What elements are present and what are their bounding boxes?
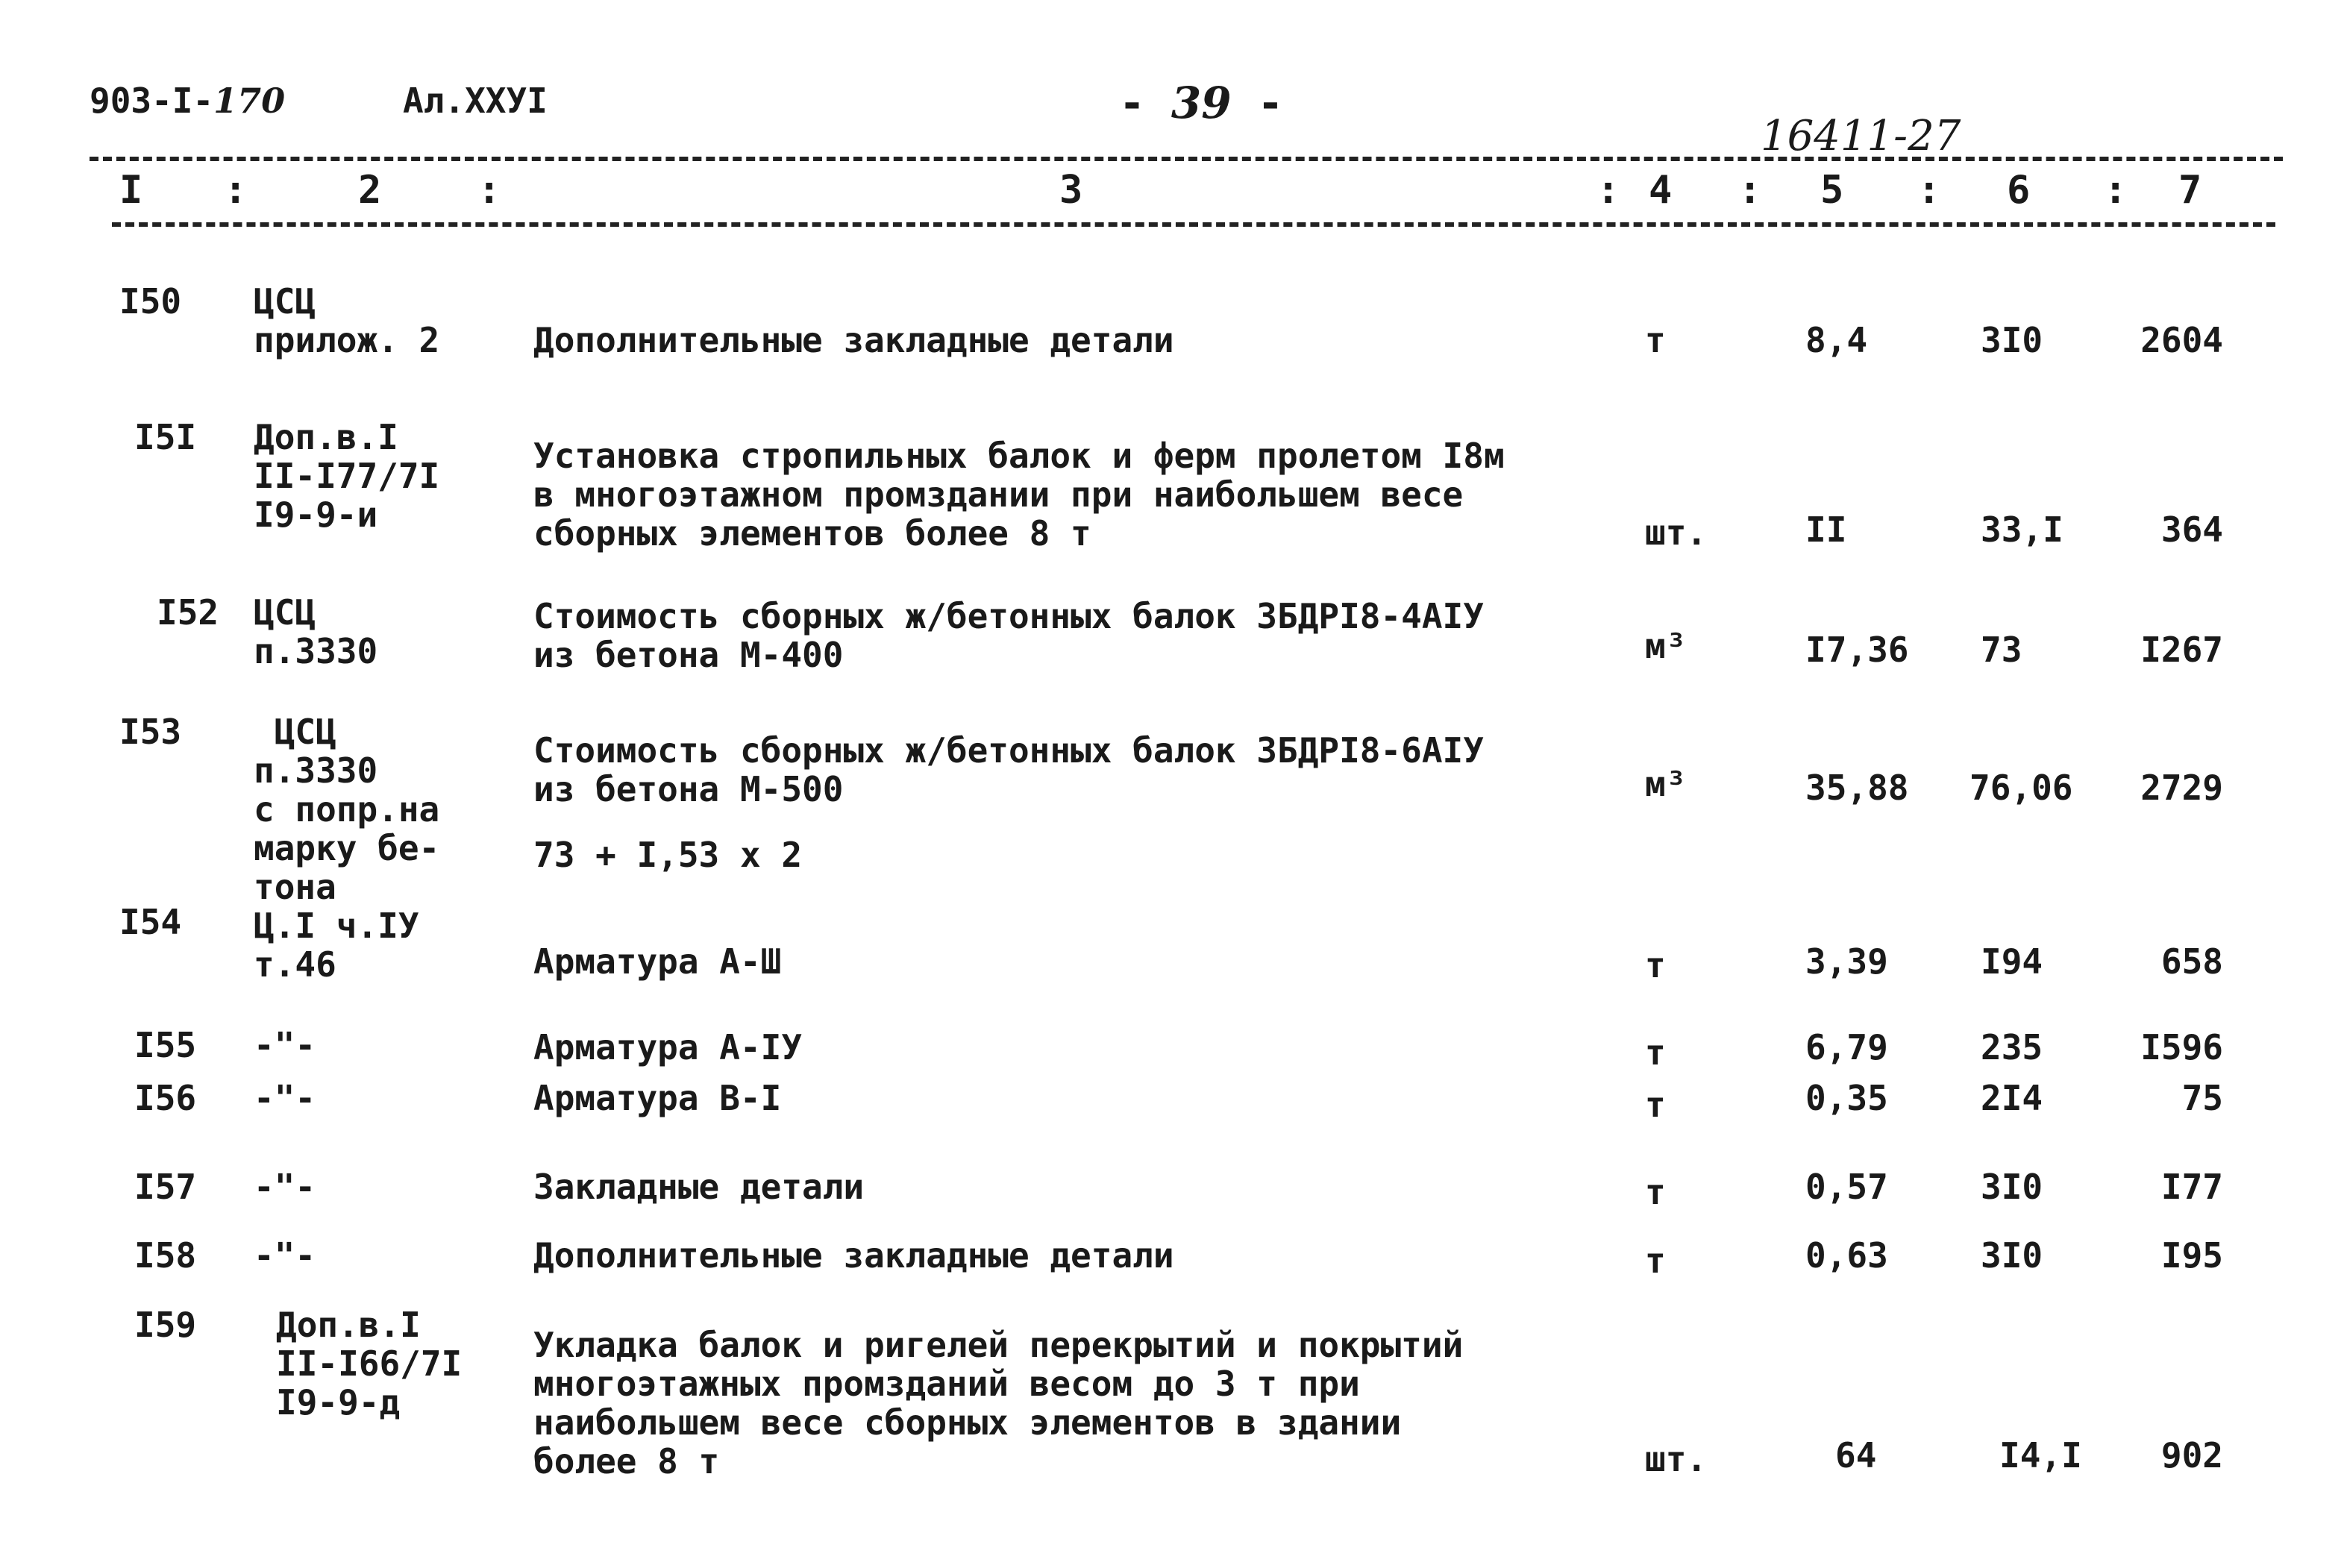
- top-rule: [90, 157, 2283, 161]
- document-code: [90, 81, 285, 121]
- row-total: I77: [2160, 1167, 2223, 1207]
- row-description: Стоимость сборных ж/бетонных балок 3БДРI8-4АIУ из бетона М-400: [533, 596, 1484, 675]
- row-unit-price: 235: [1981, 1027, 2043, 1067]
- row-unit-price: 3I0: [1981, 320, 2043, 360]
- page-number-suffix: -: [1231, 78, 1284, 128]
- row-quantity: 0,57: [1805, 1167, 1888, 1207]
- row-total: 902: [2160, 1435, 2223, 1476]
- column-separator: :: [2104, 168, 2128, 213]
- row-description: Арматура А-Ш: [533, 941, 782, 982]
- row-description: Арматура А-IУ: [533, 1027, 803, 1067]
- row-total: I596: [2140, 1027, 2223, 1067]
- row-unit: т: [1645, 1085, 1666, 1125]
- row-unit-price: 33,I: [1981, 509, 2063, 550]
- row-total: 658: [2160, 941, 2223, 982]
- row-basis: -"-: [254, 1025, 316, 1065]
- row-unit: т: [1645, 1241, 1666, 1281]
- row-unit: м³: [1645, 626, 1687, 666]
- code-handwritten: 170: [213, 81, 286, 121]
- row-basis: -"-: [254, 1235, 316, 1276]
- row-total: 364: [2160, 509, 2223, 550]
- row-number: I59: [134, 1305, 197, 1345]
- row-unit-price: I4,I: [1999, 1435, 2082, 1476]
- row-unit: шт.: [1645, 512, 1708, 553]
- row-basis: Ц.I ч.IУ т.46: [254, 906, 419, 985]
- row-quantity: 3,39: [1805, 941, 1888, 982]
- row-number: I55: [134, 1025, 197, 1065]
- row-basis: -"-: [254, 1167, 316, 1207]
- column-header-6: 6: [2007, 168, 2031, 213]
- album-label: Ал.XXУI: [403, 81, 548, 121]
- row-basis: Доп.в.I II-I66/7I I9-9-д: [276, 1305, 463, 1423]
- column-header-4: 4: [1649, 168, 1673, 213]
- row-number: I50: [119, 281, 182, 322]
- row-total: 2729: [2140, 768, 2223, 808]
- row-unit: шт.: [1645, 1439, 1708, 1479]
- column-separator: :: [1738, 168, 1762, 213]
- code-prefix: 903-I-: [90, 81, 214, 121]
- column-header-7: 7: [2178, 168, 2202, 213]
- row-number: I54: [119, 902, 182, 942]
- row-unit: м³: [1645, 764, 1687, 804]
- row-unit: т: [1645, 945, 1666, 985]
- header-rule: [112, 222, 2275, 227]
- document-number: 16411-27: [1761, 112, 1961, 160]
- page-number-value: 39: [1171, 78, 1232, 128]
- row-quantity: I7,36: [1805, 630, 1909, 670]
- row-quantity: 64: [1835, 1435, 1877, 1476]
- row-description: Дополнительные закладные детали: [533, 1235, 1174, 1276]
- row-description: Установка стропильных балок и ферм пролетом I8м в многоэтажном промздании при наибольшем весе сборных элементов более 8 т: [533, 436, 1505, 553]
- row-basis: ЦСЦ п.3330 с попр.на марку бе- тона: [254, 712, 440, 907]
- row-description: Арматура В-I: [533, 1078, 782, 1118]
- row-number: I52: [157, 592, 219, 633]
- row-description: Закладные детали: [533, 1167, 865, 1207]
- row-unit-price: I94: [1981, 941, 2043, 982]
- row-number: I5I: [134, 417, 197, 457]
- row-basis: -"-: [254, 1078, 316, 1118]
- row-basis: Доп.в.I II-I77/7I I9-9-и: [254, 417, 440, 535]
- column-header-2: 2: [358, 168, 382, 213]
- row-number: I53: [119, 712, 182, 752]
- column-separator: :: [1917, 168, 1941, 213]
- page-number: [1119, 78, 1283, 128]
- row-unit-price: 3I0: [1981, 1167, 2043, 1207]
- row-formula: 73 + I,53 x 2: [533, 835, 803, 875]
- row-quantity: 8,4: [1805, 320, 1868, 360]
- page-number-prefix: -: [1119, 78, 1171, 128]
- row-description: Дополнительные закладные детали: [533, 320, 1174, 360]
- row-description: Укладка балок и ригелей перекрытий и покрытий многоэтажных промзданий весом до 3 т при наибольшем весе сборных элементов в здании более 8 т: [533, 1325, 1464, 1481]
- row-total: I267: [2140, 630, 2223, 670]
- column-header-1: I: [119, 168, 143, 213]
- row-number: I57: [134, 1167, 197, 1207]
- row-quantity: 0,35: [1805, 1078, 1888, 1118]
- column-separator: :: [224, 168, 248, 213]
- row-number: I58: [134, 1235, 197, 1276]
- row-quantity: 35,88: [1805, 768, 1909, 808]
- row-unit-price: 73: [1981, 630, 2022, 670]
- row-unit: т: [1645, 1172, 1666, 1212]
- row-basis: ЦСЦ прилож. 2: [254, 281, 440, 360]
- row-total: 2604: [2140, 320, 2223, 360]
- column-header-5: 5: [1820, 168, 1844, 213]
- row-unit: т: [1645, 320, 1666, 360]
- row-quantity: II: [1805, 509, 1847, 550]
- column-separator: :: [477, 168, 501, 213]
- column-separator: :: [1596, 168, 1620, 213]
- row-unit-price: 76,06: [1969, 768, 2073, 808]
- row-number: I56: [134, 1078, 197, 1118]
- row-unit-price: 3I0: [1981, 1235, 2043, 1276]
- row-total: 75: [2181, 1078, 2223, 1118]
- row-basis: ЦСЦ п.3330: [254, 592, 378, 671]
- row-unit-price: 2I4: [1981, 1078, 2043, 1118]
- row-unit: т: [1645, 1032, 1666, 1073]
- row-quantity: 6,79: [1805, 1027, 1888, 1067]
- row-total: I95: [2160, 1235, 2223, 1276]
- column-header-3: 3: [1059, 168, 1083, 213]
- row-description: Стоимость сборных ж/бетонных балок 3БДРI8-6АIУ из бетона М-500: [533, 730, 1484, 809]
- row-quantity: 0,63: [1805, 1235, 1888, 1276]
